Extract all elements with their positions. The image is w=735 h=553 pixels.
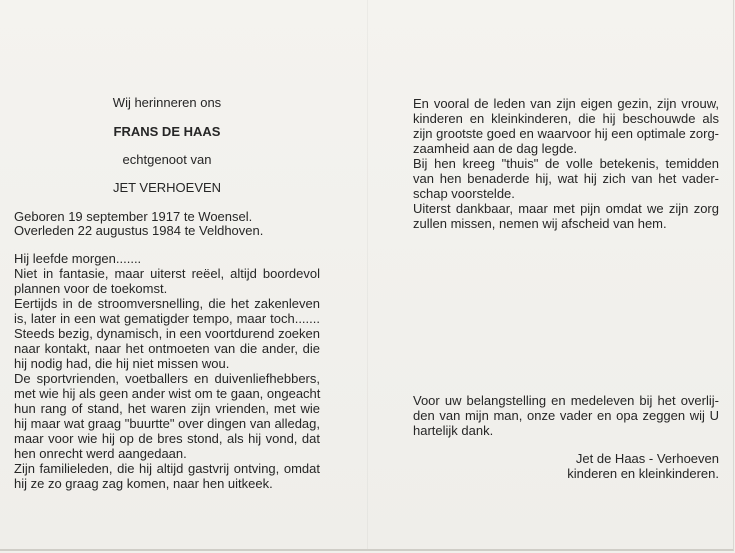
left-text-line: Hij leefde morgen....... <box>14 251 142 266</box>
left-text-line: met wie hij als geen ander wist om te gaan, ongeacht <box>14 386 321 401</box>
left-text-line: hun rang of stand, het waren zijn vrienden, met wie <box>14 401 320 416</box>
thanks-line: den van mijn man, onze vader en opa zeggen wij U <box>413 408 719 423</box>
left-text-line: Eertijds in de stroomversnelling, die het zakenleven <box>14 296 320 311</box>
death-line: Overleden 22 augustus 1984 te Veldhoven. <box>14 223 264 238</box>
right-text-line: kinderen en kleinkinderen, die hij beschouwde als <box>413 111 719 126</box>
left-text-line: Niet in fantasie, maar uiterst reëel, altijd boordevol <box>14 266 320 281</box>
right-text-line: van hen benaderde hij, wat hij zich van het vader- <box>413 171 719 186</box>
left-text-line: hij nodig had, die hij niet missen wou. <box>14 356 230 371</box>
left-text-line: hen onrecht werd aangedaan. <box>14 446 187 461</box>
right-text-line: Bij hen kreeg "thuis" de volle betekenis, temidden <box>413 156 719 171</box>
intro-text: Wij herinneren ons <box>112 95 222 110</box>
thanks-line: Voor uw belangstelling en medeleven bij het overlij- <box>413 393 719 408</box>
right-text-line: zullen missen, nemen wij afscheid van hem. <box>413 216 667 231</box>
birth-line: Geboren 19 september 1917 te Woensel. <box>14 209 253 224</box>
spouse-label: echtgenoot van <box>122 152 212 167</box>
left-text-line: Zijn familieleden, die hij altijd gastvrij ontving, omdat <box>14 461 320 476</box>
deceased-name: FRANS DE HAAS <box>113 124 221 139</box>
thanks-line: hartelijk dank. <box>413 423 494 438</box>
right-text-line: zijn grootste goed en waarvoor hij een optimale zorg- <box>413 126 719 141</box>
left-text-line: De sportvrienden, voetballers en duivenliefhebbers, <box>14 371 320 386</box>
left-text-line: is, later in een wat gematigder tempo, maar toch....... <box>14 311 320 326</box>
signature-family: kinderen en kleinkinderen. <box>567 466 719 481</box>
left-text-line: hij ze zo graag zag komen, naar hen uitkeek. <box>14 476 273 491</box>
left-text-line: hij maar wat graag "buurtte" over dingen van alledag, <box>14 416 320 431</box>
right-text-line: schap voorstelde. <box>413 186 515 201</box>
right-text-line: Uiterst dankbaar, maar met pijn omdat we zijn zorg <box>413 201 719 216</box>
signature-name: Jet de Haas - Verhoeven <box>575 451 719 466</box>
spouse-name: JET VERHOEVEN <box>112 180 222 195</box>
left-text-line: plannen voor de toekomst. <box>14 281 168 296</box>
right-text-line: En vooral de leden van zijn eigen gezin, zijn vrouw, <box>413 96 719 111</box>
left-text-line: naar kontakt, naar het ontmoeten van die ander, die <box>14 341 320 356</box>
left-text-line: maar voor wie hij op de bres stond, als hij vond, dat <box>14 431 320 446</box>
left-text-line: Steeds bezig, dynamisch, in een voortdurend zoeken <box>14 326 320 341</box>
card-fold <box>367 0 368 549</box>
right-text-line: zaamheid aan de dag legde. <box>413 141 578 156</box>
